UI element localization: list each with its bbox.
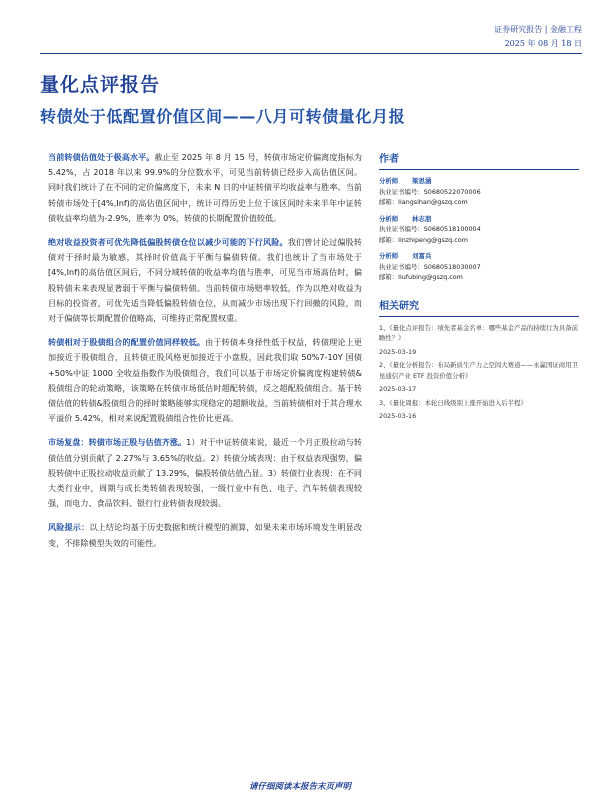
report-category: 证券研究报告 | 金融工程: [494, 25, 582, 34]
analyst-card: [379, 214, 579, 246]
report-date: 2025 年 08 月 18 日: [504, 39, 582, 48]
analyst-name: 林志朋: [412, 214, 432, 223]
header-divider: [40, 53, 582, 54]
related-item[interactable]: [379, 398, 579, 422]
license-label: 执业证书编号：: [379, 262, 424, 271]
related-item-text: 1、《量化点评报告：绩先者基金名单：哪些基金产品的持续行为具备前瞻性？》: [379, 323, 578, 342]
license-label: 执业证书编号：: [379, 187, 424, 196]
related-item-text: 3、《量化周报：本轮日线级别上涨开始进入后半程》: [379, 398, 527, 407]
license-number: S0680518100004: [423, 225, 481, 233]
related-item[interactable]: [379, 323, 579, 358]
paragraph-lead: 市场复盘：转债市场正股与估值齐涨。: [48, 437, 187, 448]
related-item-date: 2025-03-19: [379, 347, 417, 356]
related-item-date: 2025-03-16: [379, 412, 417, 420]
page-title: 转债处于低配置价值区间——八月可转债量化月报: [40, 107, 406, 126]
analyst-name: 梁思涵: [412, 177, 432, 185]
paragraph: [48, 335, 362, 426]
email-label: 邮箱：: [379, 235, 399, 244]
footer-disclaimer: 请仔细阅读本报告末页声明: [248, 782, 351, 792]
related-research-title: 相关研究: [379, 297, 579, 317]
paragraph-lead: 转债相对于股债组合的配置价值同样较低。: [48, 337, 206, 348]
analyst-role: 分析师: [379, 252, 399, 260]
email-link[interactable]: liufubing@gszq.com: [398, 273, 463, 281]
related-item-date: 2025-03-17: [379, 385, 417, 393]
paragraph-lead: 当前转债估值处于极高水平。: [48, 152, 155, 162]
analyst-name: 刘富兵: [412, 252, 432, 260]
paragraph: [48, 150, 362, 226]
paragraph-body: 由于转债本身择性低于权益，转债理论上更加接近于股债组合，且转债正股风格更加接近于小盘股，因此我们取 50%7-10Y 国债+50%中证 1000 全收益指数作为股债组合，我们可以基于市场定价偏离度构建转债&股债组合的轮动策略，该策略在转债市场低估时超配转债，反之超配股债组合。基于转债估值的转债&股债组合的择时策略能够实现稳定的超额收益，当前转债相对于其合理水平溢价 5.42%，相对来说配置股债组合性价比更高。: [48, 337, 362, 424]
main-body: [48, 150, 362, 560]
analyst-role: 分析师: [379, 177, 399, 185]
paragraph-lead: 绝对收益投资者可优先降低偏股转债仓位以减少可能的下行风险。: [48, 237, 288, 248]
paragraph-body: 1）对于中证转债来说，最近一个月正股拉动与转债估值分别贡献了 2.27%与 3.65%的收益。2）转债分域表现：由于权益表现强势，偏股转债中正股拉动收益贡献了 13.29%，偏股转债估值凸显。3）转债行业表现：在不同大类行业中，周期与成长类转债表现较强，一级行业中有色、电子、汽车转债表现较强，而电力、食品饮料、银行行业转债表现较弱。: [48, 437, 362, 509]
paragraph-lead: 风险提示：: [48, 522, 90, 533]
analyst-card: [379, 251, 579, 283]
email-link[interactable]: linzhipeng@gszq.com: [398, 235, 468, 244]
paragraph-body: 截止至 2025 年 8 月 15 号，转债市场定价偏离度指标为 5.42%，占 2018 年以来 99.9%的分位数水平，可见当前转债已经步入高估值区间。同时我们统计了在不同的定价偏离度下，未来 N 日的中证转债平均收益率与胜率。当前转债市场处于[4%,Inf)的高估值区间中，统计可得历史上位于该区间时未来半年中证转债收益率均值为-2.9%，胜率为 0%，转债的长期配置价值较低。: [48, 152, 362, 223]
license-number: S0680518030007: [423, 262, 481, 271]
paragraph-body: 以上结论均基于历史数据和统计模型的测算，如果未来市场环境发生明显改变，不排除模型失效的可能性。: [48, 522, 362, 548]
sidebar: [379, 150, 579, 422]
related-item[interactable]: [379, 360, 579, 395]
email-label: 邮箱：: [379, 198, 399, 206]
license-label: 执业证书编号：: [379, 225, 424, 233]
paragraph-body: 我们曾讨论过偏股转债对于择时最为敏感，其择时价值高于平衡与偏债转债。我们也统计了当市场处于[4%,Inf)的高估值区间后，不同分域转债的收益率均值与胜率，可见当市场高估时，偏股转债未来表现显著弱于平衡与偏债转债。当前转债市场赔率较低，作为以绝对收益为目标的投资者，可优先适当降低偏股转债仓位，从而减少市场出现下行回撤的风险，而对于偏债等长期配置价值略高，可维持正常配置权重。: [48, 237, 362, 324]
related-item-text: 2、《量化分析报告：布局新质生产力之空间大赛道——永赢国证商用卫星通信产业 ETF 投资价值分析》: [379, 361, 578, 380]
report-type: 量化点评报告: [40, 74, 161, 96]
paragraph: [48, 235, 362, 326]
analyst-role: 分析师: [379, 214, 399, 223]
email-link[interactable]: liangsihan@gszq.com: [398, 198, 468, 206]
paragraph: [48, 435, 362, 511]
email-label: 邮箱：: [379, 273, 399, 281]
analyst-card: [379, 176, 579, 208]
paragraph: [48, 520, 362, 550]
report-header: [494, 24, 582, 49]
authors-title: 作者: [379, 150, 579, 170]
license-number: S0680522070006: [423, 187, 481, 196]
